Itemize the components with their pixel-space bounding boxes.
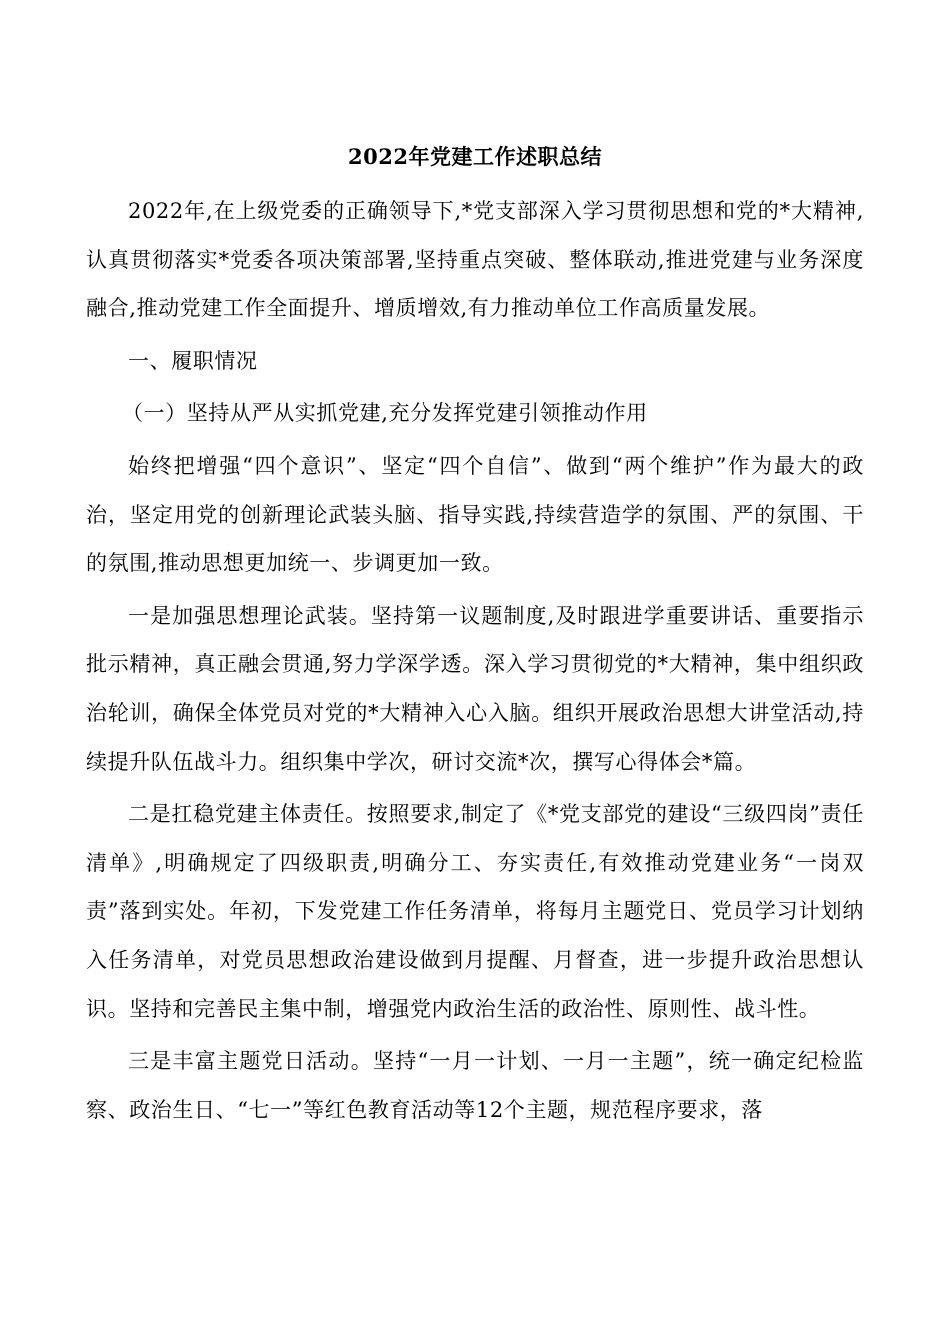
section-heading: 一、履职情况	[128, 348, 258, 373]
body-paragraph: 二是扛稳党建主体责任。按照要求,制定了《*党支部党的建设“三级四岗”责任清单》,明确规定了四级职责,明确分工、夯实责任,有效推动党建业务“一岗双责”落到实处。年初，下发党建工作任务清单，将每月主题党日、党员学习计划纳入任务清单，对党员思想政治建设做到月提醒、月督查，进一步提升政治思想认识。坚持和完善民主集中制，增强党内政治生活的政治性、原则性、战斗性。	[86, 802, 864, 1021]
body-paragraph: 三是丰富主题党日活动。坚持“一月一计划、一月一主题”，统一确定纪检监察、政治生日、“七一”等红色教育活动等12个主题，规范程序要求，落	[86, 1049, 864, 1122]
body-paragraph: 一是加强思想理论武装。坚持第一议题制度,及时跟进学重要讲话、重要指示批示精神，真正融会贯通,努力学深学透。深入学习贯彻党的*大精神，集中组织政治轮训，确保全体党员对党的*大精神入心入脑。组织开展政治思想大讲堂活动,持续提升队伍战斗力。组织集中学次，研讨交流*次，撰写心得体会*篇。	[86, 603, 864, 774]
document-body	[86, 187, 864, 1138]
body-paragraph: 始终把增强“四个意识”、坚定“四个自信”、做到“两个维护”作为最大的政治，坚定用党的创新理论武装头脑、指导实践,持续营造学的氛围、严的氛围、干的氛围,推动思想更加统一、步调更加一致。	[86, 453, 864, 576]
document-title: 2022年党建工作述职总结	[348, 144, 602, 169]
subsection-heading: （一）坚持从严从实抓党建,充分发挥党建引领推动作用	[122, 401, 648, 426]
intro-paragraph: 2022年,在上级党委的正确领导下,*党支部深入学习贯彻思想和党的*大精神,认真贯彻落实*党委各项决策部署,坚持重点突破、整体联动,推进党建与业务深度融合,推动党建工作全面提升、增质增效,有力推动单位工作高质量发展。	[86, 199, 864, 321]
